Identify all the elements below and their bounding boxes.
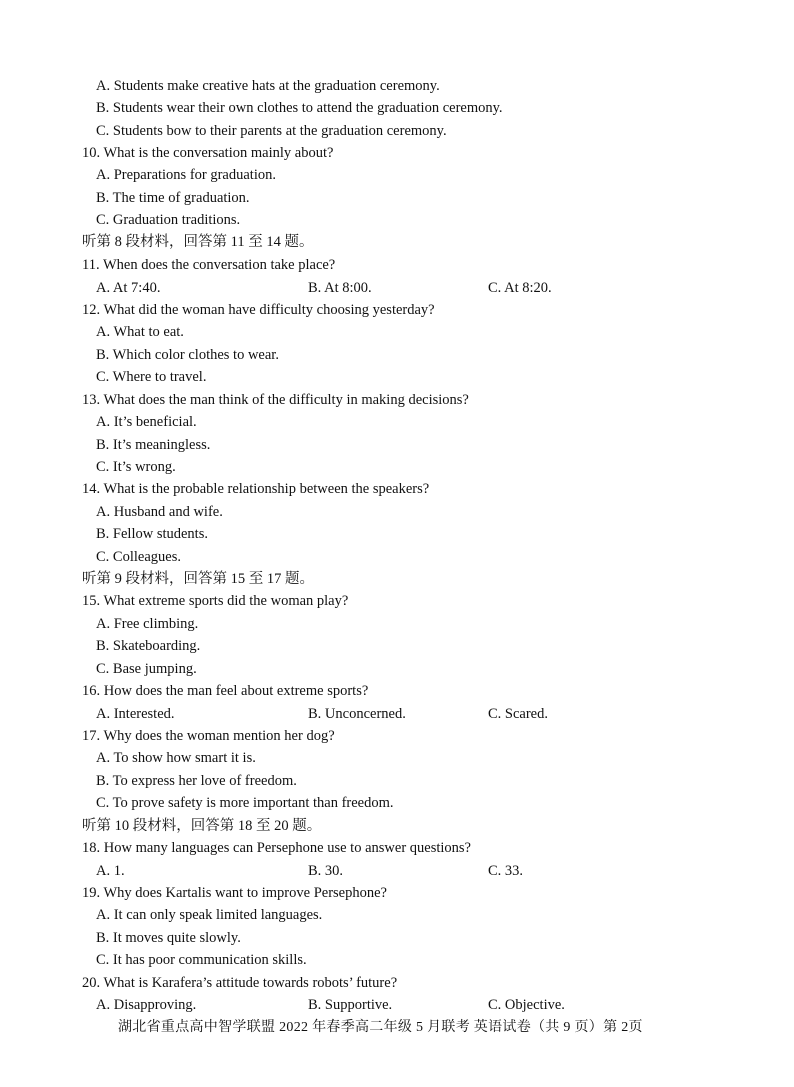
q14-option-b: B. Fellow students. [96,526,208,542]
q20-option-b: B. Supportive. [308,997,393,1013]
q12-option-b: B. Which color clothes to wear. [96,347,279,363]
q16-option-c: C. Scared. [488,706,548,722]
q13-option-b: B. It’s meaningless. [96,437,211,453]
q15-option-c: C. Base jumping. [96,661,197,677]
q9-option-b: B. Students wear their own clothes to attend the graduation ceremony. [96,100,503,116]
q18-option-a: A. 1. [96,863,125,879]
q11-option-a: A. At 7:40. [96,280,161,296]
section-9-instruction: 听第 9 段材料，回答第 15 至 17 题。 [82,571,314,587]
q17-stem: 17. Why does the woman mention her dog? [82,728,335,744]
q18-option-c: C. 33. [488,863,524,879]
q17-option-b: B. To express her love of freedom. [96,773,297,789]
q15-option-a: A. Free climbing. [96,616,199,632]
q11-option-c: C. At 8:20. [488,280,552,296]
q11-stem: 11. When does the conversation take place? [82,257,336,273]
q19-option-a: A. It can only speak limited languages. [96,907,323,923]
q12-stem: 12. What did the woman have difficulty choosing yesterday? [82,302,435,318]
q18-stem: 18. How many languages can Persephone use to answer questions? [82,840,471,856]
q18-option-b: B. 30. [308,863,344,879]
q12-option-c: C. Where to travel. [96,369,207,385]
q20-stem: 20. What is Karafera’s attitude towards robots’ future? [82,975,398,991]
q13-option-a: A. It’s beneficial. [96,414,197,430]
q10-stem: 10. What is the conversation mainly about? [82,145,334,161]
q19-option-b: B. It moves quite slowly. [96,930,241,946]
q15-option-b: B. Skateboarding. [96,638,201,654]
q17-option-c: C. To prove safety is more important than freedom. [96,795,394,811]
page-footer: 湖北省重点高中智学联盟 2022 年春季高二年级 5 月联考 英语试卷（共 9 页）第 2页 [118,1020,643,1035]
q10-option-c: C. Graduation traditions. [96,212,241,228]
q9-option-a: A. Students make creative hats at the graduation ceremony. [96,78,440,94]
q13-option-c: C. It’s wrong. [96,459,176,475]
q16-option-a: A. Interested. [96,706,175,722]
q13-stem: 13. What does the man think of the difficulty in making decisions? [82,392,469,408]
q19-option-c: C. It has poor communication skills. [96,952,307,968]
q10-option-b: B. The time of graduation. [96,190,250,206]
q12-option-a: A. What to eat. [96,324,184,340]
q9-option-c: C. Students bow to their parents at the graduation ceremony. [96,123,447,139]
section-10-instruction: 听第 10 段材料，回答第 18 至 20 题。 [82,818,322,834]
q20-option-a: A. Disapproving. [96,997,197,1013]
q11-option-b: B. At 8:00. [308,280,372,296]
q10-option-a: A. Preparations for graduation. [96,167,276,183]
q20-option-c: C. Objective. [488,997,565,1013]
q15-stem: 15. What extreme sports did the woman play? [82,593,349,609]
q14-stem: 14. What is the probable relationship between the speakers? [82,481,430,497]
q14-option-a: A. Husband and wife. [96,504,223,520]
q14-option-c: C. Colleagues. [96,549,181,565]
q16-stem: 16. How does the man feel about extreme sports? [82,683,369,699]
q19-stem: 19. Why does Kartalis want to improve Persephone? [82,885,387,901]
q17-option-a: A. To show how smart it is. [96,750,256,766]
q16-option-b: B. Unconcerned. [308,706,406,722]
section-8-instruction: 听第 8 段材料，回答第 11 至 14 题。 [82,234,314,250]
